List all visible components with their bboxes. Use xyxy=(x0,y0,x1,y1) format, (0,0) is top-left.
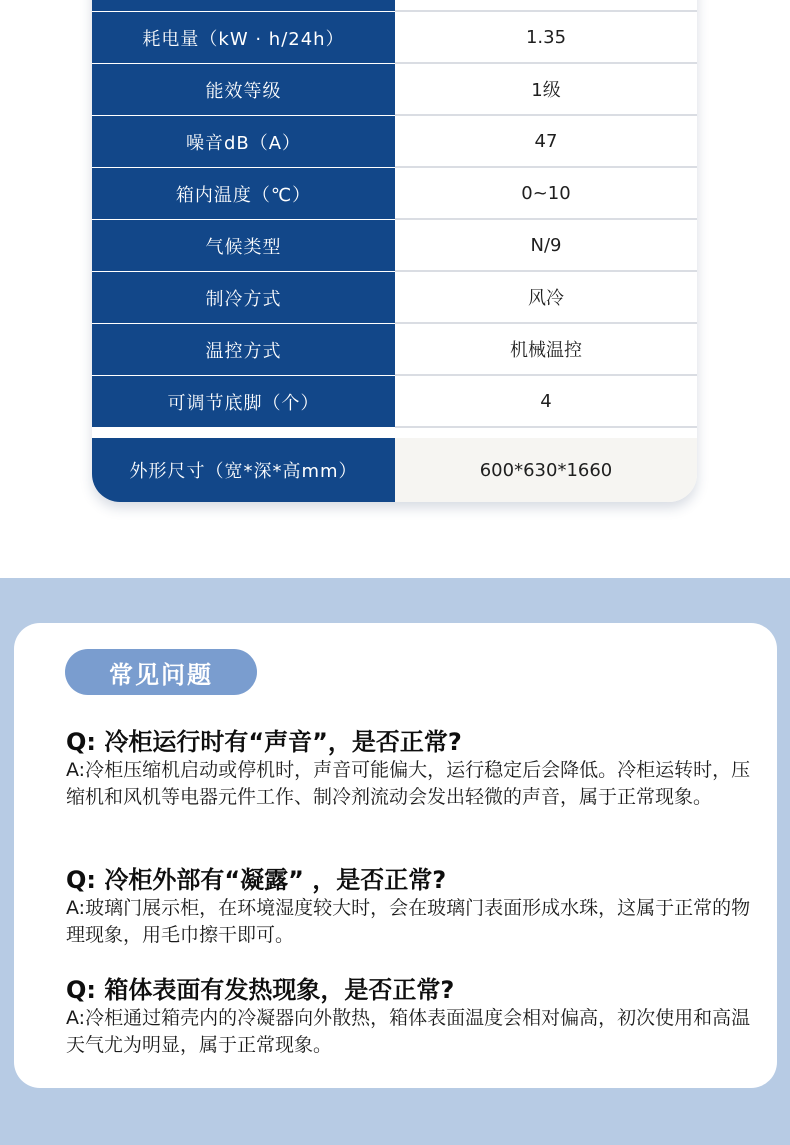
spec-key: 箱内温度（℃） xyxy=(92,168,395,220)
spec-key xyxy=(92,0,395,12)
faq-item xyxy=(66,975,766,1058)
spec-value: 47 xyxy=(395,116,697,168)
spec-row xyxy=(92,376,697,428)
faq-card xyxy=(14,623,777,1088)
spec-key: 温控方式 xyxy=(92,324,395,376)
spec-row xyxy=(92,168,697,220)
spec-row xyxy=(92,272,697,324)
spec-row xyxy=(92,220,697,272)
spec-row xyxy=(92,12,697,64)
spec-row xyxy=(92,64,697,116)
spec-value: 风冷 xyxy=(395,272,697,324)
faq-question: Q: 冷柜运行时有“声音”，是否正常? xyxy=(66,728,462,756)
spec-key: 制冷方式 xyxy=(92,272,395,324)
spec-value xyxy=(395,0,697,12)
faq-answer: A:冷柜压缩机启动或停机时，声音可能偏大，运行稳定后会降低。冷柜运转时，压缩机和风机等电器元件工作、制冷剂流动会发出轻微的声音，属于正常现象。 xyxy=(66,759,751,808)
spec-key: 外形尺寸（宽*深*高mm） xyxy=(92,438,395,502)
spec-key: 耗电量（kW · h/24h） xyxy=(92,12,395,64)
faq-title-pill: 常见问题 xyxy=(65,649,257,695)
spec-row xyxy=(92,324,697,376)
spec-value: 1.35 xyxy=(395,12,697,64)
faq-question: Q: 冷柜外部有“凝露” ，是否正常? xyxy=(66,866,447,894)
spec-key: 噪音dB（A） xyxy=(92,116,395,168)
spec-value: 机械温控 xyxy=(395,324,697,376)
spec-key: 可调节底脚（个） xyxy=(92,376,395,428)
spec-row xyxy=(92,0,697,12)
spec-table xyxy=(92,0,697,502)
faq-answer: A:玻璃门展示柜，在环境湿度较大时，会在玻璃门表面形成水珠，这属于正常的物理现象，用毛巾擦干即可。 xyxy=(66,897,751,946)
spec-value: 0~10 xyxy=(395,168,697,220)
spec-key: 气候类型 xyxy=(92,220,395,272)
spec-value: 600*630*1660 xyxy=(395,438,697,502)
faq-item xyxy=(66,865,766,948)
spec-value: N/9 xyxy=(395,220,697,272)
spec-row xyxy=(92,438,697,490)
faq-answer: A:冷柜通过箱壳内的冷凝器向外散热，箱体表面温度会相对偏高，初次使用和高温天气尤为明显，属于正常现象。 xyxy=(66,1007,751,1056)
spec-value: 1级 xyxy=(395,64,697,116)
spec-row xyxy=(92,116,697,168)
spec-value: 4 xyxy=(395,376,697,428)
faq-item xyxy=(66,727,766,810)
spec-key: 能效等级 xyxy=(92,64,395,116)
faq-question: Q: 箱体表面有发热现象，是否正常? xyxy=(66,976,455,1004)
